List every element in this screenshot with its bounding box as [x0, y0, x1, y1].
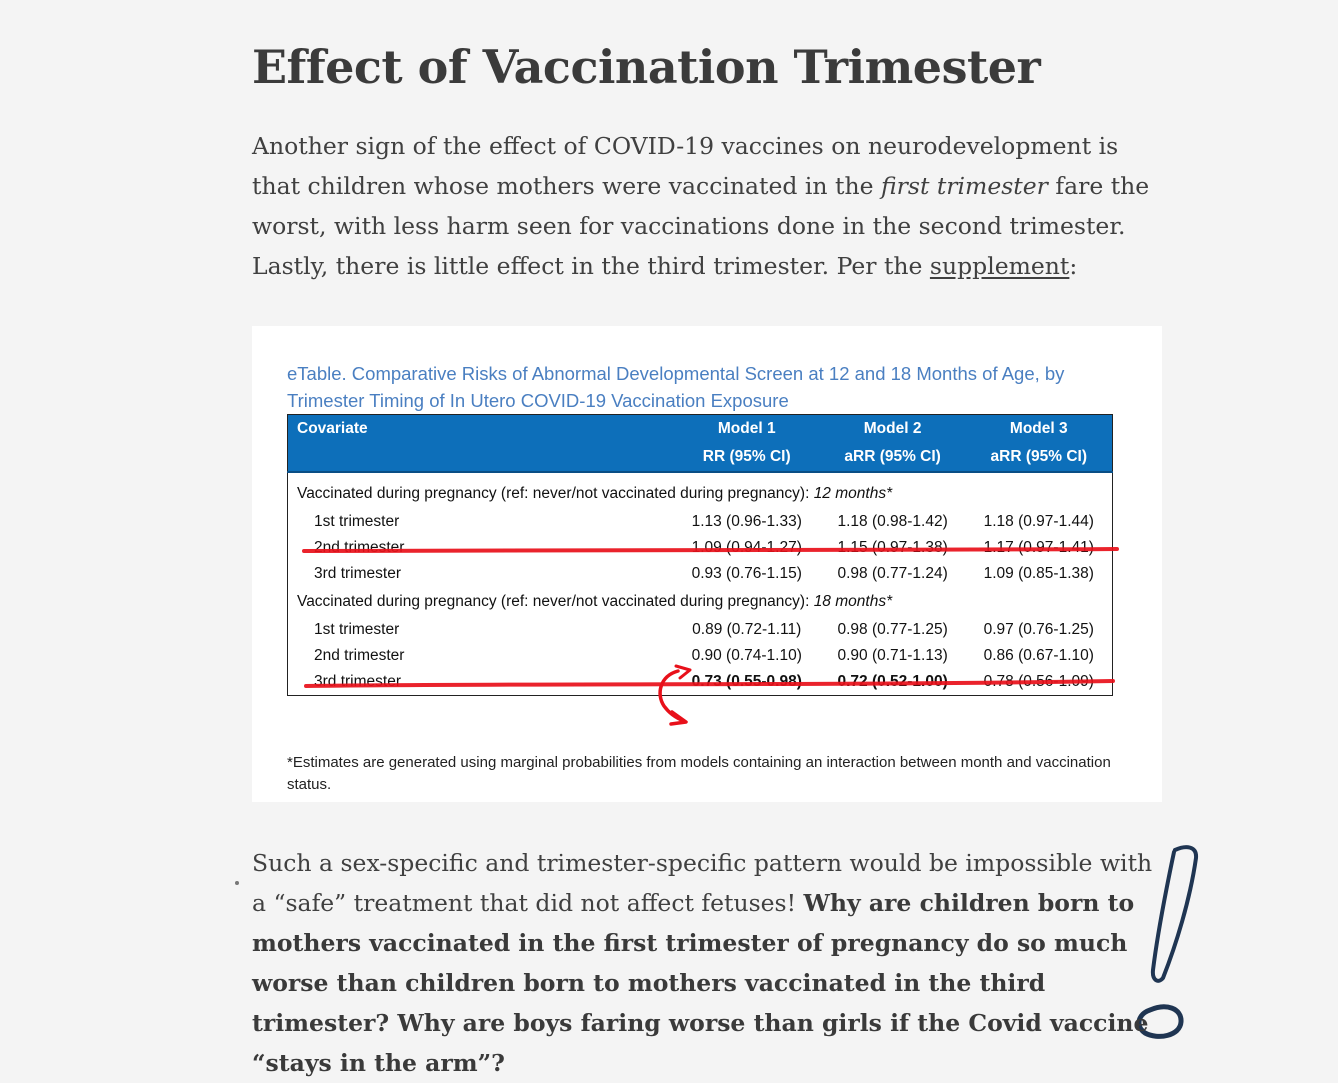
intro-text-1: Another sign of the effect of COVID-19 vaccines on neurodevelopment is that children whose mothers were vaccinated in the	[252, 132, 1119, 200]
section-row-18	[288, 587, 1113, 617]
row-label: 2nd trimester	[314, 647, 405, 664]
cell-m3: 0.78 (0.56-1.09)	[983, 673, 1094, 690]
cell-m1: 0.89 (0.72-1.11)	[692, 621, 802, 638]
cell-m2: 1.18 (0.98-1.42)	[837, 513, 948, 530]
row-label: 1st trimester	[314, 513, 400, 530]
section-row-12	[288, 479, 1113, 509]
section-label-18: Vaccinated during pregnancy (ref: never/not vaccinated during pregnancy): 18 months*	[297, 593, 893, 610]
col-model1-sub: RR (95% CI)	[674, 443, 820, 472]
supplement-link[interactable]: supplement	[929, 252, 1070, 280]
cell-m1: 1.13 (0.96-1.33)	[691, 513, 802, 530]
section-label-12: Vaccinated during pregnancy (ref: never/not vaccinated during pregnancy): 12 months*	[297, 485, 893, 502]
cell-m3: 0.86 (0.67-1.10)	[983, 647, 1094, 664]
cell-m2: 0.98 (0.77-1.25)	[837, 621, 948, 638]
intro-text-3: :	[1069, 252, 1078, 280]
section-heading: Effect of Vaccination Trimester	[252, 40, 1041, 94]
cell-m2: 0.72 (0.52-1.00)	[837, 673, 948, 690]
col-model2-sub: aRR (95% CI)	[820, 443, 966, 472]
cell-m1: 0.93 (0.76-1.15)	[691, 565, 802, 582]
conclusion-bold: Why are children born to mothers vaccinated in the first trimester of pregnancy do so much worse than children born to mothers vaccinated in the third trimester? Why are boys faring worse than girls if the Covid vaccine “stays in the arm”?	[252, 889, 1149, 1077]
subheader-row	[288, 443, 1113, 472]
col-model3-sub: aRR (95% CI)	[966, 443, 1113, 472]
table-row	[288, 535, 1113, 561]
col-model1: Model 1	[674, 415, 820, 444]
table-row	[288, 561, 1113, 587]
intro-paragraph	[252, 126, 1172, 286]
row-label: 2nd trimester	[314, 539, 405, 556]
table-row	[288, 509, 1113, 535]
intro-italic: first trimester	[880, 172, 1048, 200]
cell-m3: 1.09 (0.85-1.38)	[983, 565, 1094, 582]
cell-m1: 0.73 (0.55-0.98)	[691, 673, 802, 690]
row-label: 3rd trimester	[314, 565, 401, 582]
col-model2: Model 2	[820, 415, 966, 444]
header-row	[288, 415, 1113, 444]
cell-m1: 1.09 (0.94-1.27)	[691, 539, 802, 556]
cell-m2: 0.90 (0.71-1.13)	[837, 647, 948, 664]
row-label: 1st trimester	[314, 621, 400, 638]
table-row	[288, 617, 1113, 643]
col-model3: Model 3	[966, 415, 1113, 444]
row-label: 3rd trimester	[314, 673, 401, 690]
cell-m3: 0.97 (0.76-1.25)	[983, 621, 1094, 638]
cell-m2: 1.15 (0.97-1.38)	[837, 539, 948, 556]
cell-m1: 0.90 (0.74-1.10)	[691, 647, 802, 664]
intro-text-2: fare the worst, with less harm seen for vaccinations done in the second trimester. Lastly, there is little effect in the third trimester. Per the	[252, 172, 1150, 280]
etable	[287, 414, 1113, 696]
col-covariate: Covariate	[288, 415, 674, 444]
etable-caption: eTable. Comparative Risks of Abnormal Developmental Screen at 12 and 18 Months of Age, by Trimester Timing of In Utero COVID-19 Vaccination Exposure	[287, 363, 1065, 411]
cell-m2: 0.98 (0.77-1.24)	[837, 565, 948, 582]
stray-dot	[235, 881, 239, 885]
etable-footnote: *Estimates are generated using marginal probabilities from models containing an interaction between month and vaccination status.	[287, 754, 1111, 793]
conclusion-paragraph	[252, 843, 1172, 1083]
cell-m3: 1.17 (0.97-1.41)	[983, 539, 1094, 556]
etable-figure	[252, 326, 1162, 802]
cell-m3: 1.18 (0.97-1.44)	[983, 513, 1094, 530]
table-row	[288, 643, 1113, 669]
conclusion-text: Such a sex-specific and trimester-specific pattern would be impossible with a “safe” treatment that did not affect fetuses!	[252, 849, 1153, 917]
table-row	[288, 669, 1113, 696]
